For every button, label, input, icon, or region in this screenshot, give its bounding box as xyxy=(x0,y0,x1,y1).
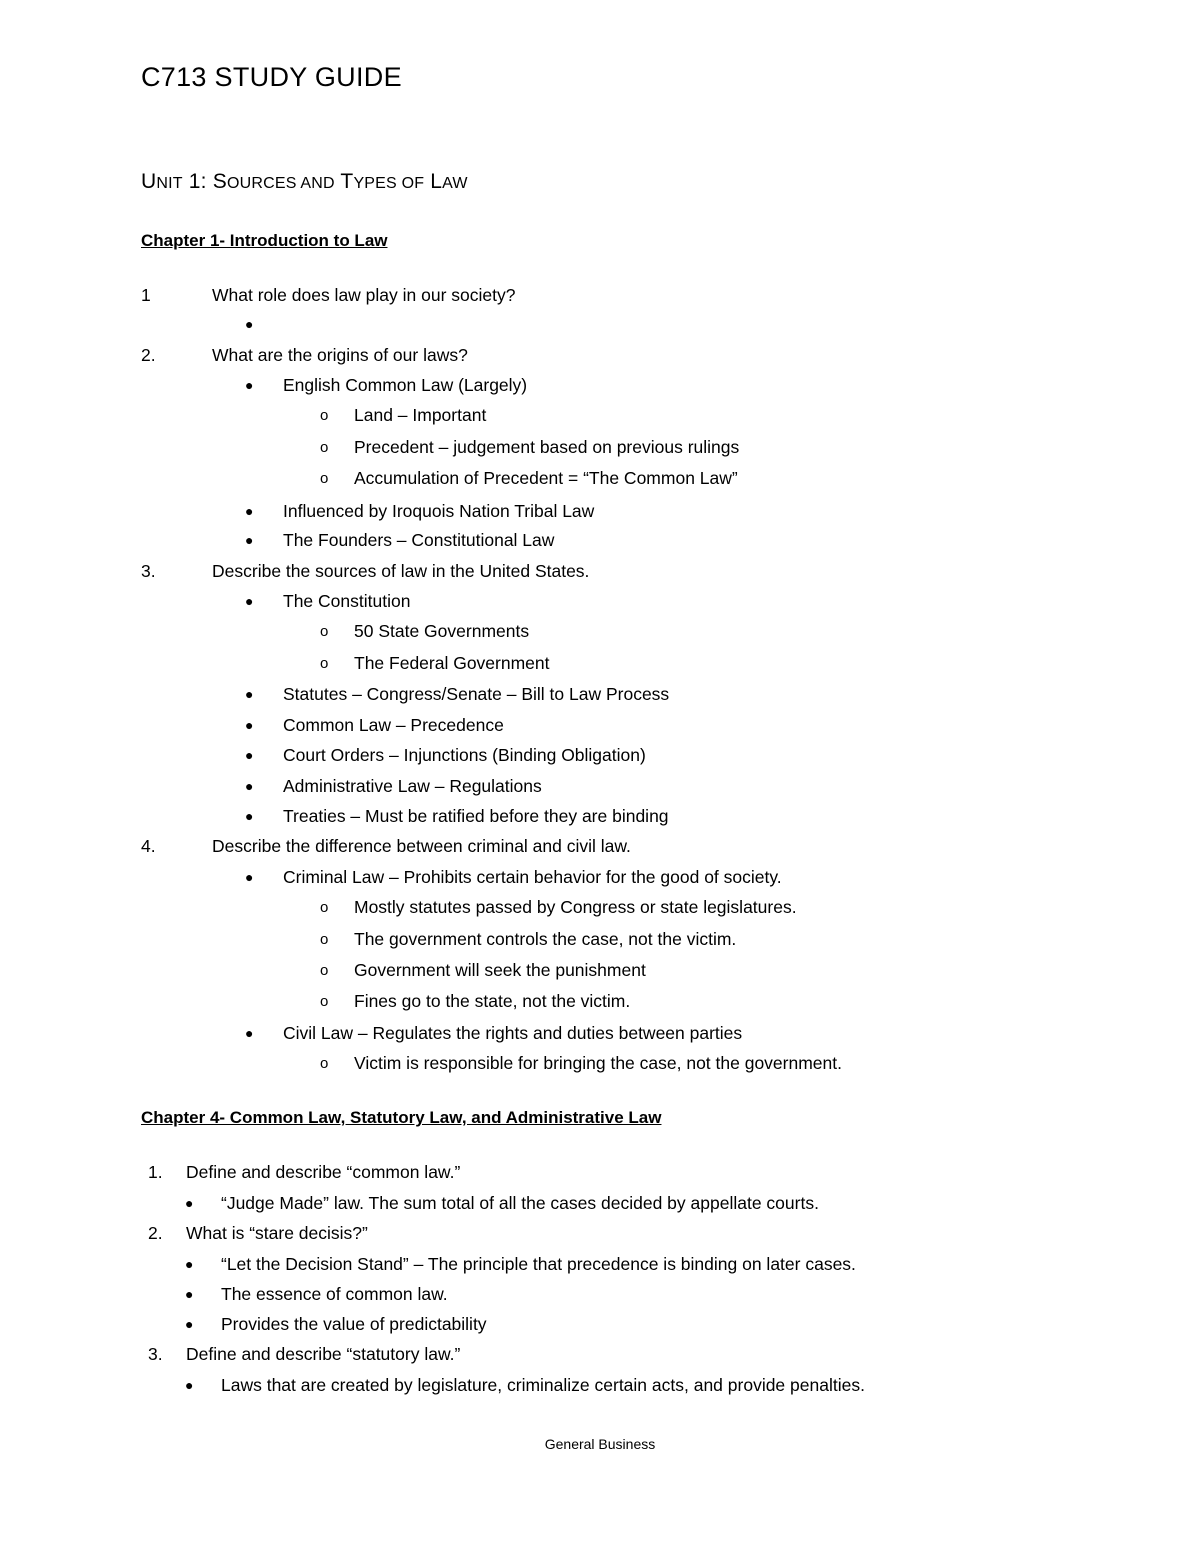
unit-heading xyxy=(141,170,468,194)
list-item: The Constitution xyxy=(283,591,411,611)
list-item: Fines go to the state, not the victim. xyxy=(354,991,631,1011)
circle-bullet-icon: o xyxy=(320,623,329,640)
chapter-4-heading: Chapter 4- Common Law, Statutory Law, and Administrative Law xyxy=(141,1108,662,1127)
bullet-icon: ● xyxy=(245,808,254,824)
bullet-icon: ● xyxy=(245,778,254,794)
circle-bullet-icon: o xyxy=(320,439,329,456)
list-item: The government controls the case, not the victim. xyxy=(354,929,737,949)
unit-heading-part: L xyxy=(424,170,443,193)
question-text: What role does law play in our society? xyxy=(212,285,516,305)
list-item: Precedent – judgement based on previous rulings xyxy=(354,437,740,457)
list-item: Civil Law – Regulates the rights and duties between parties xyxy=(283,1023,743,1043)
list-item: 50 State Governments xyxy=(354,621,530,641)
list-item: Common Law – Precedence xyxy=(283,715,504,735)
question-number: 3. xyxy=(148,1344,163,1364)
unit-heading-part: NIT xyxy=(156,175,183,192)
list-item: Laws that are created by legislature, criminalize certain acts, and provide penalties. xyxy=(221,1375,865,1395)
bullet-icon: ● xyxy=(245,869,254,885)
list-item: Accumulation of Precedent = “The Common Law” xyxy=(354,468,738,488)
list-item: Mostly statutes passed by Congress or state legislatures. xyxy=(354,897,797,917)
question-number: 3. xyxy=(141,561,156,581)
bullet-icon: ● xyxy=(245,316,254,332)
list-item: The Founders – Constitutional Law xyxy=(283,530,555,550)
question-text: Define and describe “statutory law.” xyxy=(186,1344,461,1364)
bullet-icon: ● xyxy=(245,747,254,763)
bullet-icon: ● xyxy=(245,1025,254,1041)
circle-bullet-icon: o xyxy=(320,993,329,1010)
circle-bullet-icon: o xyxy=(320,1055,329,1072)
page-footer: General Business xyxy=(544,1436,656,1452)
list-item: English Common Law (Largely) xyxy=(283,375,528,395)
bullet-icon: ● xyxy=(245,377,254,393)
circle-bullet-icon: o xyxy=(320,655,329,672)
list-item: Administrative Law – Regulations xyxy=(283,776,542,796)
list-item: “Judge Made” law. The sum total of all the cases decided by appellate courts. xyxy=(221,1193,819,1213)
list-item: “Let the Decision Stand” – The principle that precedence is binding on later cases. xyxy=(221,1254,856,1274)
question-number: 1 xyxy=(141,285,151,305)
bullet-icon: ● xyxy=(245,503,254,519)
circle-bullet-icon: o xyxy=(320,899,329,916)
bullet-icon: ● xyxy=(185,1377,194,1393)
bullet-icon: ● xyxy=(185,1286,194,1302)
unit-heading-part: OURCES AND xyxy=(226,175,335,192)
bullet-icon: ● xyxy=(185,1195,194,1211)
bullet-icon: ● xyxy=(185,1256,194,1272)
question-number: 2. xyxy=(148,1223,163,1243)
unit-heading-part: YPES OF xyxy=(353,175,425,192)
question-number: 1. xyxy=(148,1162,163,1182)
bullet-icon: ● xyxy=(245,532,254,548)
chapter-1-heading: Chapter 1- Introduction to Law xyxy=(141,231,388,250)
list-item: Land – Important xyxy=(354,405,487,425)
question-text: What is “stare decisis?” xyxy=(186,1223,368,1243)
list-item: Treaties – Must be ratified before they are binding xyxy=(283,806,669,826)
bullet-icon: ● xyxy=(245,717,254,733)
list-item: The Federal Government xyxy=(354,653,550,673)
circle-bullet-icon: o xyxy=(320,407,329,424)
document-title: C713 STUDY GUIDE xyxy=(141,62,402,92)
question-text: What are the origins of our laws? xyxy=(212,345,468,365)
list-item: Influenced by Iroquois Nation Tribal Law xyxy=(283,501,595,521)
list-item: Criminal Law – Prohibits certain behavior for the good of society. xyxy=(283,867,782,887)
question-text: Describe the sources of law in the United States. xyxy=(212,561,590,581)
bullet-icon: ● xyxy=(245,686,254,702)
unit-heading-part: AW xyxy=(442,175,468,192)
question-number: 4. xyxy=(141,836,156,856)
unit-heading-part: T xyxy=(334,170,354,193)
list-item: The essence of common law. xyxy=(221,1284,448,1304)
unit-heading-part: U xyxy=(141,170,157,193)
question-text: Define and describe “common law.” xyxy=(186,1162,461,1182)
circle-bullet-icon: o xyxy=(320,931,329,948)
question-text: Describe the difference between criminal and civil law. xyxy=(212,836,631,856)
unit-heading-part: 1: S xyxy=(182,170,227,193)
list-item: Government will seek the punishment xyxy=(354,960,646,980)
list-item: Provides the value of predictability xyxy=(221,1314,487,1334)
list-item: Court Orders – Injunctions (Binding Obligation) xyxy=(283,745,646,765)
bullet-icon: ● xyxy=(245,593,254,609)
circle-bullet-icon: o xyxy=(320,962,329,979)
question-number: 2. xyxy=(141,345,156,365)
list-item: Statutes – Congress/Senate – Bill to Law Process xyxy=(283,684,670,704)
list-item: Victim is responsible for bringing the case, not the government. xyxy=(354,1053,842,1073)
bullet-icon: ● xyxy=(185,1316,194,1332)
circle-bullet-icon: o xyxy=(320,470,329,487)
